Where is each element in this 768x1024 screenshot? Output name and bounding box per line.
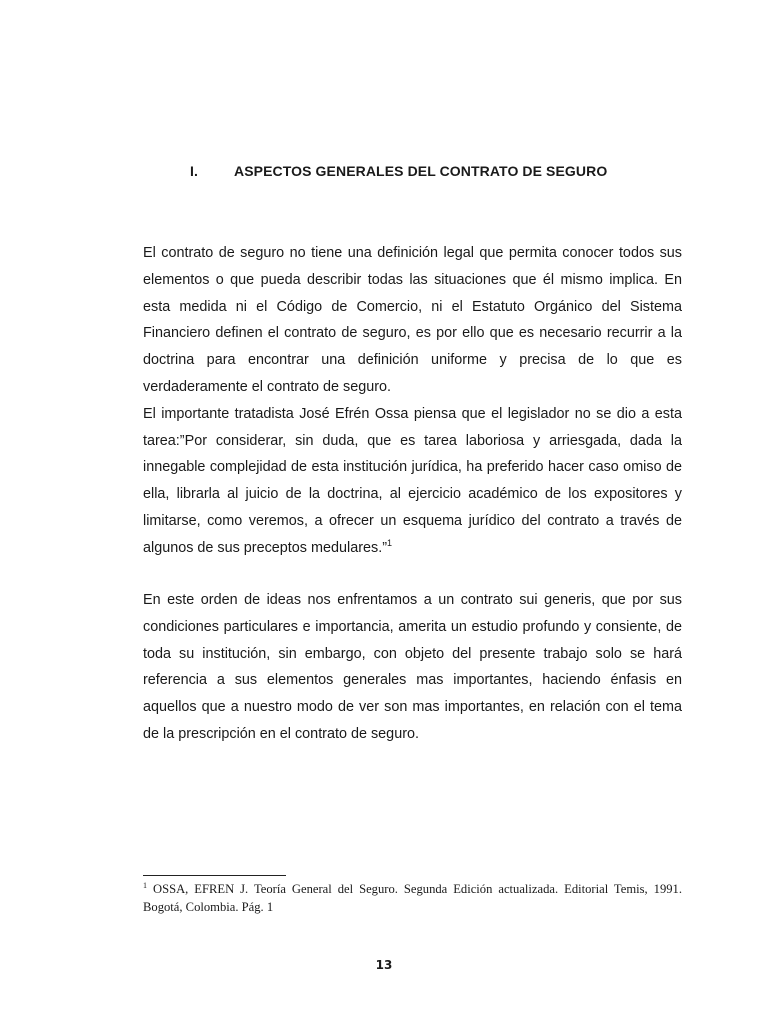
footnote-reference[interactable]: 1: [386, 537, 392, 548]
footnote-marker: 1: [143, 880, 147, 890]
body-block-1: [143, 240, 682, 562]
footnote-separator: [143, 875, 286, 876]
page-number: 13: [375, 958, 393, 972]
body-block-2: [143, 587, 682, 748]
section-title: ASPECTOS GENERALES DEL CONTRATO DE SEGURO: [234, 163, 608, 179]
section-heading: [190, 163, 607, 179]
footnote: [143, 880, 682, 916]
section-number: I.: [190, 163, 198, 179]
paragraph-1: El contrato de seguro no tiene una definición legal que permita conocer todos sus elementos o que pueda describir todas las situaciones que él mismo implica. En esta medida ni el Código de Comercio, ni el Estatuto Orgánico del Sistema Financiero definen el contrato de seguro, es por ello que es necesario recurrir a la doctrina para encontrar una definición uniforme y precisa de lo que es verdaderamente el contrato de seguro.: [143, 245, 682, 395]
paragraph-3: En este orden de ideas nos enfrentamos a un contrato sui generis, que por sus condiciones particulares e importancia, amerita un estudio profundo y consiente, de toda su institución, sin embargo, con objeto del presente trabajo solo se hará referencia a sus elementos generales mas importantes, haciendo énfasis en aquellos que a nuestro modo de ver son mas importantes, en relación con el tema de la prescripción en el contrato de seguro.: [143, 592, 682, 742]
footnote-text: OSSA, EFREN J. Teoría General del Seguro. Segunda Edición actualizada. Editorial Temis, 1991. Bogotá, Colombia. Pág. 1: [143, 882, 682, 914]
paragraph-2: [143, 401, 682, 562]
paragraph-2-text: El importante tratadista José Efrén Ossa piensa que el legislador no se dio a esta tarea:”Por considerar, sin duda, que es tarea laboriosa y arriesgada, dada la innegable complejidad de esta institución jurídica, ha preferido hacer caso omiso de ella, librarla al juicio de la doctrina, al ejercicio académico de los expositores y limitarse, como veremos, a ofrecer un esquema jurídico del contrato a través de algunos de sus preceptos medulares.”: [143, 405, 682, 556]
